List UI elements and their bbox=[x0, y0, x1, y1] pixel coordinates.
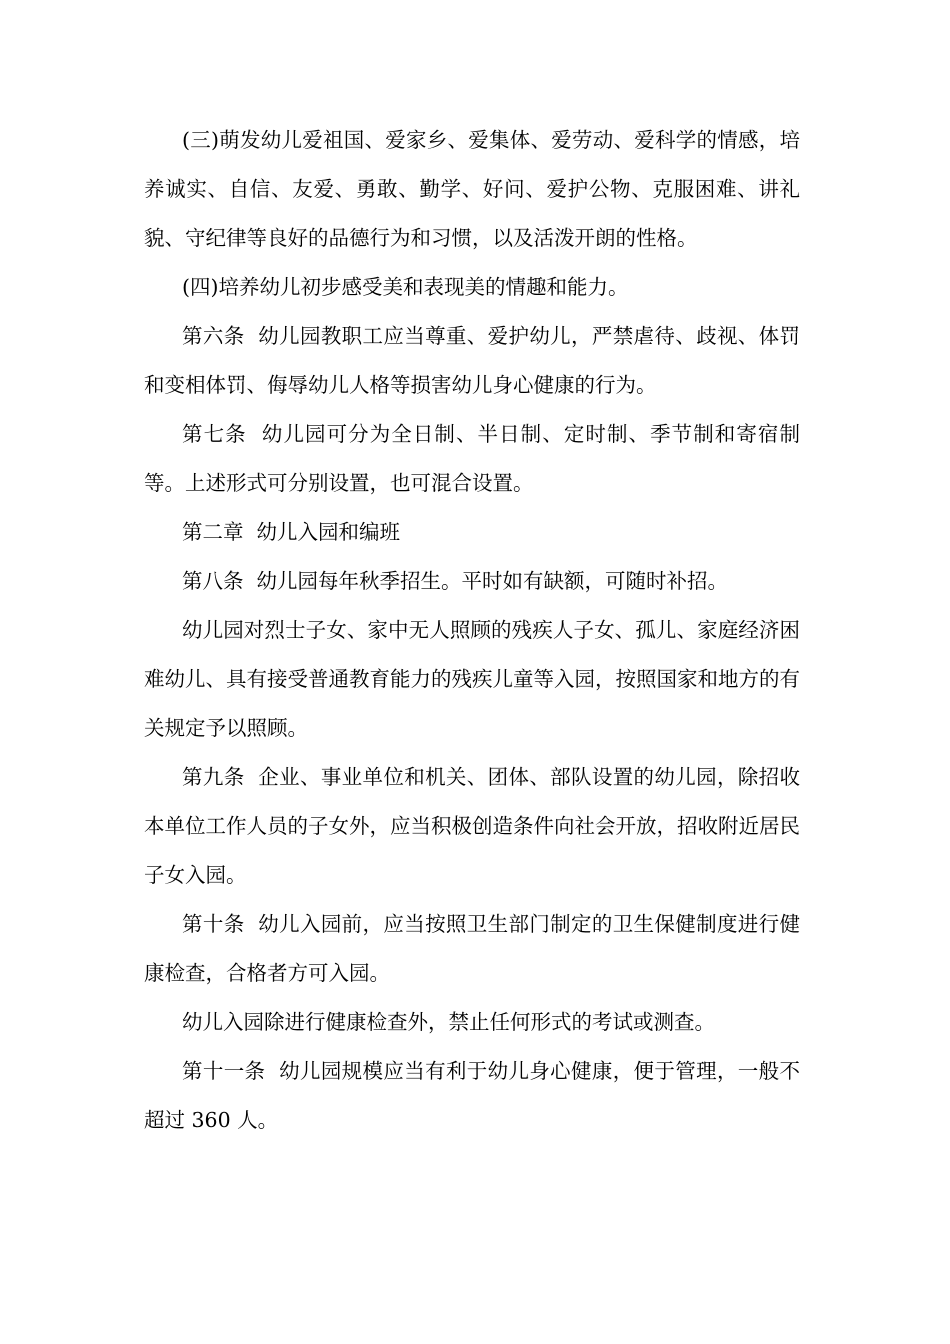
paragraph-article-11: 第十一条 幼儿园规模应当有利于幼儿身心健康，便于管理，一般不超过 360 人。 bbox=[144, 1059, 800, 1132]
paragraph-article-9: 第九条 企业、事业单位和机关、团体、部队设置的幼儿园，除招收本单位工作人员的子女外，应当积极创造条件向社会开放，招收附近居民子女入园。 bbox=[144, 765, 800, 887]
paragraph-article-8-care: 幼儿园对烈士子女、家中无人照顾的残疾人子女、孤儿、家庭经济困难幼儿、具有接受普通教育能力的残疾儿童等入园，按照国家和地方的有关规定予以照顾。 bbox=[144, 618, 800, 740]
document-body bbox=[144, 116, 800, 1145]
paragraph-article-6: 第六条 幼儿园教职工应当尊重、爱护幼儿，严禁虐待、歧视、体罚和变相体罚、侮辱幼儿人格等损害幼儿身心健康的行为。 bbox=[144, 324, 800, 397]
paragraph-article-7: 第七条 幼儿园可分为全日制、半日制、定时制、季节制和寄宿制等。上述形式可分别设置，也可混合设置。 bbox=[144, 422, 800, 495]
chapter-heading: 第二章 幼儿入园和编班 bbox=[182, 520, 401, 544]
paragraph-aim-3: (三)萌发幼儿爱祖国、爱家乡、爱集体、爱劳动、爱科学的情感，培养诚实、自信、友爱、勇敢、勤学、好问、爱护公物、克服困难、讲礼貌、守纪律等良好的品德行为和习惯，以及活泼开朗的性格。 bbox=[144, 128, 800, 250]
paragraph-aim-4: (四)培养幼儿初步感受美和表现美的情趣和能力。 bbox=[182, 275, 629, 299]
paragraph-article-8: 第八条 幼儿园每年秋季招生。平时如有缺额，可随时补招。 bbox=[182, 569, 729, 593]
paragraph-article-10-exam: 幼儿入园除进行健康检查外，禁止任何形式的考试或测查。 bbox=[182, 1010, 715, 1034]
paragraph-article-10: 第十条 幼儿入园前，应当按照卫生部门制定的卫生保健制度进行健康检查，合格者方可入园。 bbox=[144, 912, 800, 985]
